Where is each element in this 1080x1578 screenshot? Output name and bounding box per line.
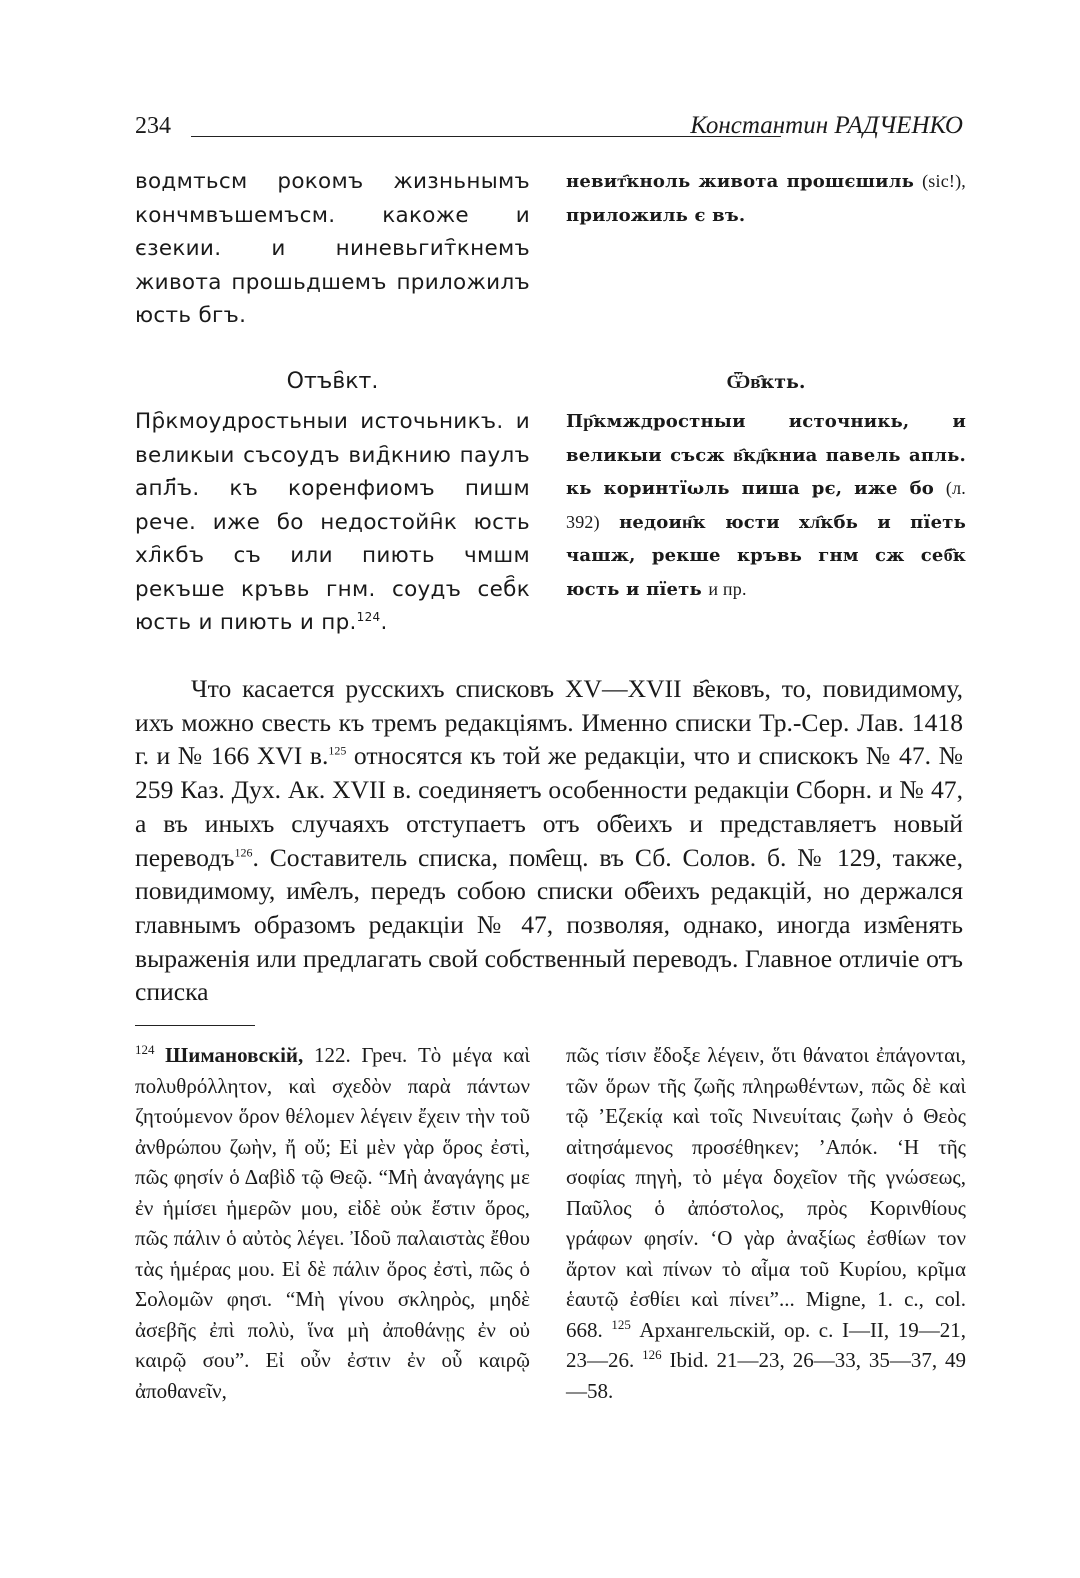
footnote-rule — [135, 1025, 255, 1026]
running-title: Константин РАДЧЕНКО — [690, 112, 963, 139]
footnote-124 — [135, 1040, 530, 1406]
right-paragraph-2a: Пр҄кмждростныи источникь, и великыи съсж в҄кд҄книа павель апль. кь коринтїωль пиша рє, иже бо — [566, 411, 966, 499]
manuscript-folio-ref: (л. 392) — [566, 478, 966, 532]
running-header — [135, 110, 963, 146]
right-paragraph-2 — [566, 405, 966, 606]
body-text-2: относятся къ той же редакціи, что и спискокъ № 47. № 259 Каз. Дух. Ак. XVII в. соединяетъ особенности редакціи Сборн. и № 47, а въ иныхъ случаяхъ отступаетъ отъ об҄еихъ и представляетъ новый переводъ — [135, 741, 963, 872]
left-paragraph-2-text: Пр҄кмоудростьныи источьникъ. и великыи съсоудъ вид҄книю паулъ апл҃ъ. къ коренфиомъ пишм рече. иже бо недостойн҄к юсть хл҄кбъ съ или пиють чмшм рекъше кръвь гнм. соудъ себ҄к юсть и пиють и пр. — [135, 409, 530, 635]
footnote-ref-126: 126 — [234, 844, 253, 859]
body-text-3: . Составитель списка, пом҄ещ. въ Сб. Солов. б. № 129, также, повидимому, им҄елъ, передъ собою списки об҄еихъ редакцій, но держался главнымъ образомъ редакціи № 47, позволяя, однако, иногда изм҄енять выраженія или предлагать свой собственный переводъ. Главное отличіе отъ списка — [135, 842, 963, 1007]
right-paragraph-1-end: приложиль є въ. — [566, 204, 746, 226]
left-column — [135, 165, 530, 635]
page-number: 234 — [135, 113, 171, 139]
body-text-1: Что касается русскихъ списковъ XV—XVII в҄ековъ, то, повидимому, ихъ можно свесть къ тремъ редакціямъ. Именно списки Тр.-Сер. Лав. 1418 г. и № 166 XVI в. — [135, 674, 963, 771]
footnote-ref-125: 125 — [328, 743, 347, 758]
footnote-mark-124: 124 — [135, 1042, 155, 1057]
footnote-author: Шимановскій, — [165, 1043, 304, 1067]
footnote-125-text: Архангельскій, ор. с. I—II, 19—21, 23—26. — [566, 1317, 967, 1372]
right-paragraph-1 — [566, 165, 966, 232]
left-paragraph-1: водмтьсм рокомъ жизньнымъ кончмвъшемъсм. какоже и єзекии. и ниневьгит҄кнемъ живота прошьдшемъ приложилъ юсть бгъ. — [135, 169, 530, 328]
footnote-mark-126: 126 — [642, 1347, 662, 1362]
footnote-124-continued: πῶς τίσιν ἔδοξε λέγειν, ὅτι θάνατοι ἐπάγονται, τῶν ὅρων τῆς ζωῆς πληρωθέντων, πῶς δὲ καὶ τῷ ’Εζεκίᾳ καὶ τοῖς Νινευίταις ζωὴν ὁ Θεὸς αἰτησάμενος προσέθηκεν; ’Απόκ. ‘Η τῆς σοφίας πηγὴ, τὸ μέγα δοχεῖον τῆς γνώσεως, Παῦλος ὁ ἀπόστολος, πρὸς Κορινθίους γράφων φησίν. ‘Ο γὰρ ἀναξίως ἐσθίων τον ἄρτον καὶ πίνων τὸ αἷμα τοῦ Κυρίου, κρῖμα ἑαυτῷ ἐσθίει καὶ πίνει”... Migne, 1. c., col. 668. — [566, 1043, 966, 1342]
right-paragraph-2b: недоин҄к юсти хл҄кбь и пїеть чашж, рекше кръвь гнм сж себ҄к юсть и пїеть — [566, 511, 967, 600]
footnote-126-text: Ibid. 21—23, 26—33, 35—37, 49—58. — [566, 1348, 967, 1403]
right-heading: Ѿв҄кть. — [726, 371, 806, 393]
left-paragraph-2 — [135, 405, 530, 640]
right-paragraph-1-text: невит҄кноль живота прошєшиль — [566, 171, 915, 192]
footnote-mark-125: 125 — [611, 1316, 631, 1332]
right-paragraph-2-end: и пр. — [708, 578, 747, 599]
left-paragraph-2-end: . — [380, 610, 388, 635]
left-heading: Отъв҄кт. — [286, 369, 379, 394]
footnote-ref-124: 124 — [356, 609, 381, 624]
footnotes-right — [566, 1040, 966, 1406]
body-paragraph — [135, 672, 963, 1009]
right-column — [566, 165, 967, 600]
sic-note: (sic!), — [922, 171, 966, 191]
footnote-124-text: 122. Греч. Τὸ μέγα καὶ πολυθρόλλητον, καὶ σχεδὸν παρὰ πάντων ζητούμενον ὅρον θέλομεν λέγειν ἔχειν τὴν τοῦ ἀνθρώπου ζωὴν, ἤ οὔ; Εἰ μὲν γὰρ ὅρος ἐστὶ, πῶς φησίν ὁ Δαβὶδ τῷ Θεῷ. “Μὴ ἀναγάγης με ἐν ἡμίσει ἡμερῶν μου, εἰδὲ οὐκ ἔστιν ὅρος, πῶς πάλιν ὁ αὐτὸς λέγει. Ἰδοῦ παλαιστὰς ἔθου τὰς ἡμέρας μου. Εἰ δὲ πάλιν ὅρος ἐστὶ, πῶς ὁ Σολομῶν φησι. “Μὴ γίνου σκληρὸς, μηδὲ ἀσεβῆς ἐπὶ πολὺ, ἵνα μὴ ἀποθάνῃς ἐν οὐ καιρῷ σου”. Εἰ οὖν ἐστιν ἐν οὗ καιρῷ ἀποθανεῖν, — [135, 1043, 531, 1403]
